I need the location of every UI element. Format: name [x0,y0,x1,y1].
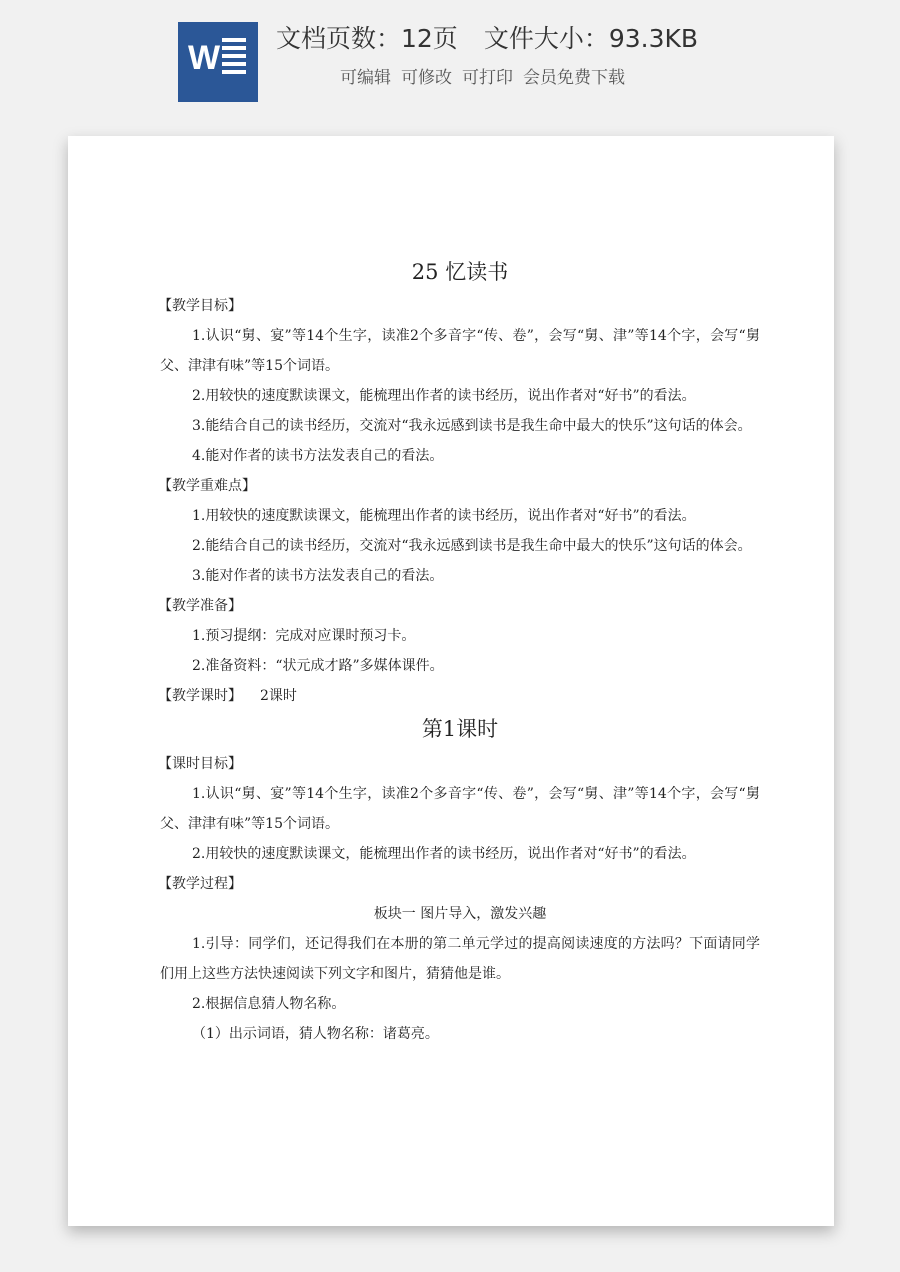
key-point-item: 1.用较快的速度默读课文，能梳理出作者的读书经历，说出作者对“好书”的看法。 [192,508,696,524]
feature-modifiable: 可修改 [401,68,452,88]
file-size: 文件大小：93.3KB [483,24,699,53]
key-point-item: 2.能结合自己的读书经历，交流对“我永远感到读书是我生命中最大的快乐”这句话的体会。 [192,538,752,554]
preparation-item: 2.准备资料：“状元成才路”多媒体课件。 [192,658,444,674]
document-page [68,136,834,1226]
feature-printable: 可打印 [462,68,513,88]
lesson-goal-item: 2.用较快的速度默读课文，能梳理出作者的读书经历，说出作者对“好书”的看法。 [192,846,696,862]
process-heading: 【教学过程】 [158,876,242,892]
word-icon-lines [222,38,246,84]
process-item: 1.引导：同学们，还记得我们在本册的第二单元学过的提高阅读速度的方法吗？下面请同学们用上这些方法快速阅读下列文字和图片，猜猜他是谁。 [160,936,760,982]
goals-heading: 【教学目标】 [158,298,242,314]
word-document-icon [178,22,258,102]
document-info [276,22,698,56]
document-features [340,65,635,91]
key-point-item: 3.能对作者的读书方法发表自己的看法。 [192,568,444,584]
goal-item: 4.能对作者的读书方法发表自己的看法。 [192,448,444,464]
feature-editable: 可编辑 [340,68,391,88]
word-icon-letter: W [188,39,221,77]
key-points-heading: 【教学重难点】 [158,478,256,494]
period-heading: 【教学课时】 [158,688,242,704]
document-content [160,254,760,1049]
block-title: 板块一 图片导入，激发兴趣 [373,906,547,922]
download-banner [0,0,900,118]
document-title: 25 忆读书 [411,260,509,284]
lesson-goals-heading: 【课时目标】 [158,756,242,772]
preparation-heading: 【教学准备】 [158,598,242,614]
feature-member-download: 会员免费下载 [523,68,625,88]
process-item: 2.根据信息猜人物名称。 [192,996,346,1012]
process-item: （1）出示词语，猜人物名称：诸葛亮。 [192,1026,439,1042]
goal-item: 1.认识“舅、宴”等14个生字，读准2个多音字“传、卷”，会写“舅、津”等14个字，会写“舅父、津津有味”等15个词语。 [160,328,760,374]
goal-item: 3.能结合自己的读书经历，交流对“我永远感到读书是我生命中最大的快乐”这句话的体会。 [192,418,752,434]
lesson-goal-item: 1.认识“舅、宴”等14个生字，读准2个多音字“传、卷”，会写“舅、津”等14个字，会写“舅父、津津有味”等15个词语。 [160,786,760,832]
preparation-item: 1.预习提纲：完成对应课时预习卡。 [192,628,416,644]
period-value: 2课时 [260,688,297,704]
page-count: 文档页数：12页 [276,24,458,53]
goal-item: 2.用较快的速度默读课文，能梳理出作者的读书经历，说出作者对“好书”的看法。 [192,388,696,404]
lesson-title: 第1课时 [421,717,499,741]
period-line [158,681,760,711]
